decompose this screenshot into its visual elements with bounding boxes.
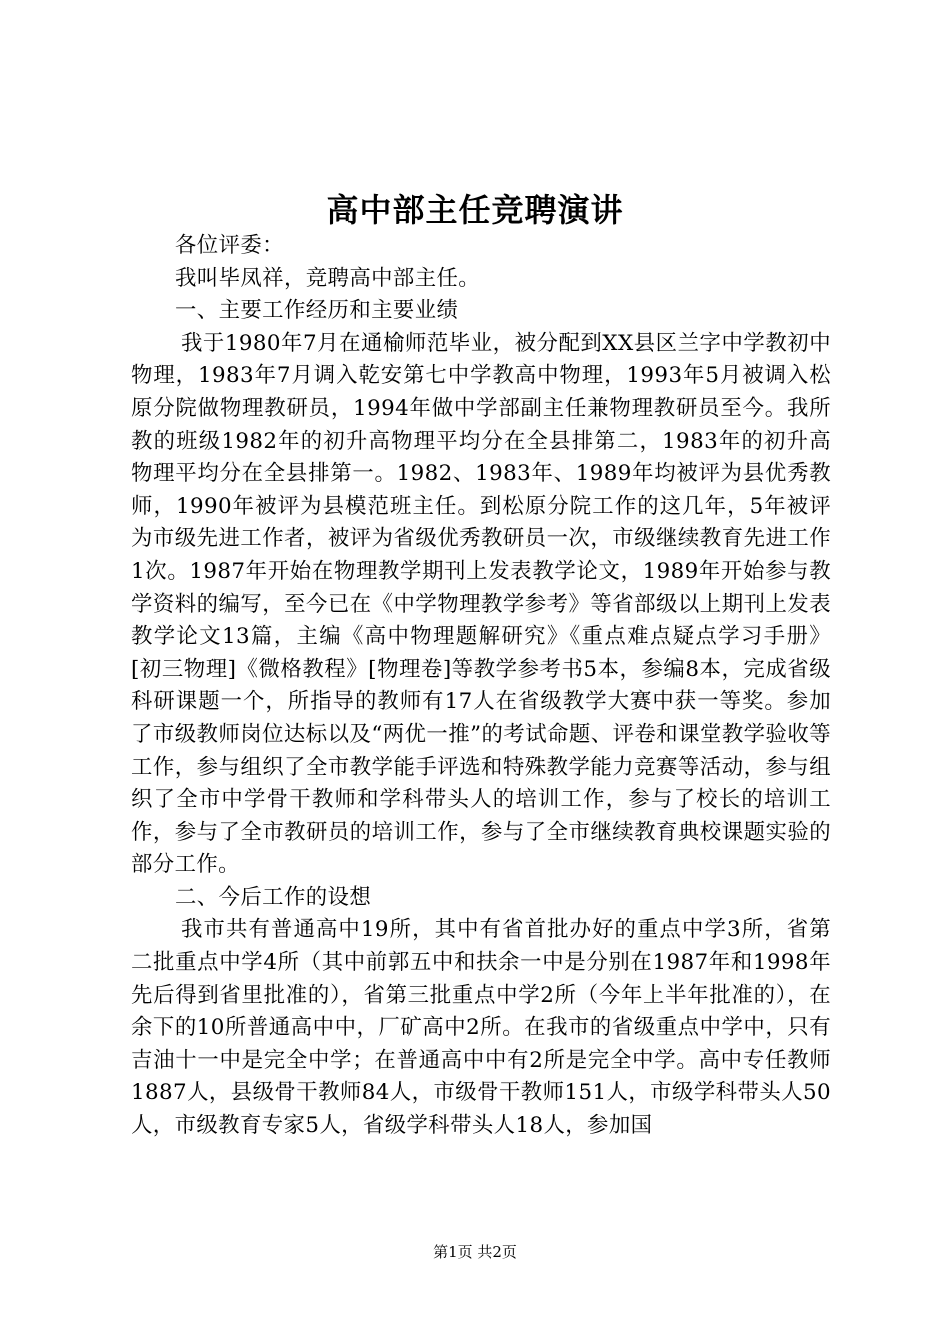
document-body bbox=[131, 230, 831, 1143]
body-paragraph-experience: 我于1980年7月在通榆师范毕业，被分配到XX县区兰字中学教初中物理，1983年7月调入乾安第七中学教高中物理，1993年5月被调入松原分院做物理教研员，1994年做中学部副主任兼物理教研员至今。我所教的班级1982年的初升高物理平均分在全县排第二，1983年的初升高物理平均分在全县排第一。1982、1983年、1989年均被评为县优秀教师，1990年被评为县模范班主任。到松原分院工作的这几年，5年被评为市级先进工作者，被评为省级优秀教研员一次，市级继续教育先进工作1次。1987年开始在物理教学期刊上发表教学论文，1989年开始参与教学资料的编写，至今已在《中学物理教学参考》等省部级以上期刊上发表教学论文13篇，主编《高中物理题解研究》《重点难点疑点学习手册》[初三物理]《微格教程》[物理卷]等教学参考书5本，参编8本，完成省级科研课题一个，所指导的教师有17人在省级教学大赛中获一等奖。参加了市级教师岗位达标以及“两优一推”的考试命题、评卷和课堂教学验收等工作，参与组织了全市教学能手评选和特殊教学能力竞赛等活动，参与组织了全市中学骨干教师和学科带头人的培训工作，参与了校长的培训工作，参与了全市教研员的培训工作，参与了全市继续教育典校课题实验的部分工作。 bbox=[131, 330, 831, 878]
section-heading-2: 二、今后工作的设想 bbox=[175, 884, 372, 910]
salutation: 各位评委： bbox=[175, 233, 284, 258]
document-title: 高中部主任竞聘演讲 bbox=[326, 191, 624, 229]
section-heading-1: 一、主要工作经历和主要业绩 bbox=[175, 298, 459, 324]
introduction: 我叫毕凤祥，竞聘高中部主任。 bbox=[175, 265, 481, 291]
page-number: 第1页 共2页 bbox=[433, 1243, 517, 1261]
body-paragraph-plans: 我市共有普通高中19所，其中有省首批办好的重点中学3所，省第二批重点中学4所（其中前郭五中和扶余一中是分别在1987年和1998年先后得到省里批准的），省第三批重点中学2所（今年上半年批准的），在余下的10所普通高中中，厂矿高中2所。在我市的省级重点中学中，只有吉油十一中是完全中学；在普通高中中有2所是完全中学。高中专任教师1887人，县级骨干教师84人，市级骨干教师151人，市级学科带头人50人，市级教育专家5人，省级学科带头人18人，参加国 bbox=[131, 917, 831, 1139]
